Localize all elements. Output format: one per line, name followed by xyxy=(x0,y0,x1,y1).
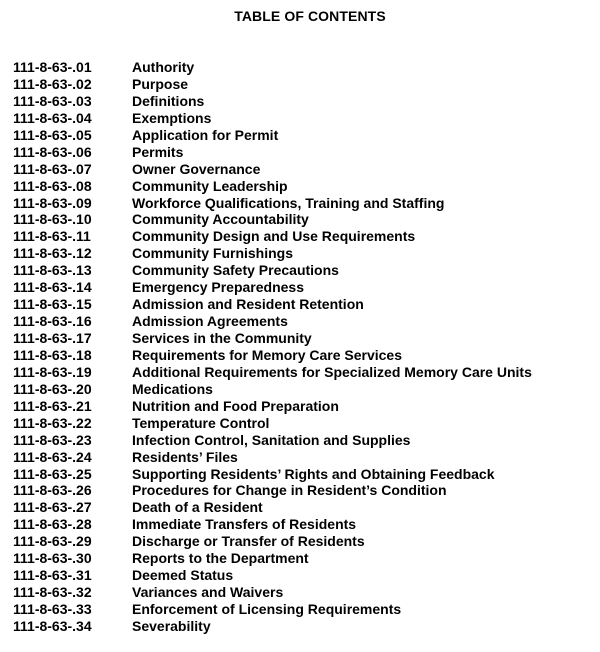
section-heading: Authority xyxy=(132,59,195,75)
section-heading: Additional Requirements for Specialized Memory Care Units xyxy=(132,363,532,380)
section-number: 111-8-63-.29 xyxy=(13,533,92,550)
toc-entry xyxy=(13,347,532,364)
section-number: 111-8-63-.18 xyxy=(13,346,92,363)
toc-entry xyxy=(13,415,532,432)
toc-entry xyxy=(13,161,532,178)
section-number: 111-8-63-.27 xyxy=(13,499,92,516)
section-heading: Admission Agreements xyxy=(132,313,288,330)
section-heading: Services in the Community xyxy=(132,330,312,346)
toc-entry xyxy=(13,584,532,601)
section-number: 111-8-63-.08 xyxy=(13,177,92,194)
toc-entry xyxy=(13,178,532,195)
section-heading: Discharge or Transfer of Residents xyxy=(132,533,365,550)
toc-entry xyxy=(13,482,532,499)
toc-entry xyxy=(13,93,532,110)
toc-entry xyxy=(13,601,532,618)
section-heading: Community Design and Use Requirements xyxy=(132,228,416,245)
section-heading: Application for Permit xyxy=(132,126,279,143)
section-heading: Medications xyxy=(132,380,213,397)
toc-entry xyxy=(13,245,532,262)
section-number: 111-8-63-.33 xyxy=(13,601,92,617)
section-number: 111-8-63-.34 xyxy=(13,617,92,634)
section-number: 111-8-63-.07 xyxy=(13,160,92,177)
page-title: TABLE OF CONTENTS xyxy=(234,8,386,24)
section-number: 111-8-63-.19 xyxy=(13,363,92,380)
section-heading: Community Furnishings xyxy=(132,245,293,262)
section-heading: Nutrition and Food Preparation xyxy=(132,397,339,414)
section-number: 111-8-63-.11 xyxy=(13,228,91,245)
toc-entry xyxy=(13,296,532,313)
section-number: 111-8-63-.10 xyxy=(13,211,92,228)
section-heading: Community Safety Precautions xyxy=(132,262,339,279)
section-number: 111-8-63-.05 xyxy=(13,126,92,143)
section-number: 111-8-63-.30 xyxy=(13,550,92,567)
toc-entry xyxy=(13,364,532,381)
section-heading: Temperature Control xyxy=(132,414,270,431)
section-heading: Emergency Preparedness xyxy=(132,279,304,296)
section-number: 111-8-63-.25 xyxy=(13,465,92,482)
section-heading: Residents’ Files xyxy=(132,448,238,465)
section-heading: Community Leadership xyxy=(132,177,288,194)
section-number: 111-8-63-.26 xyxy=(13,482,92,499)
section-heading: Owner Governance xyxy=(132,160,261,177)
section-number: 111-8-63-.09 xyxy=(13,194,92,211)
section-number: 111-8-63-.14 xyxy=(13,279,92,296)
toc-entry xyxy=(13,449,532,466)
section-heading: Exemptions xyxy=(132,109,212,126)
toc-entry xyxy=(13,499,532,516)
section-heading: Immediate Transfers of Residents xyxy=(132,516,357,533)
toc-entry xyxy=(13,127,532,144)
toc-entry xyxy=(13,533,532,550)
section-number: 111-8-63-.12 xyxy=(13,245,92,262)
section-number: 111-8-63-.20 xyxy=(13,380,92,397)
toc-entry xyxy=(13,195,532,212)
section-number: 111-8-63-.15 xyxy=(13,296,92,313)
section-heading: Purpose xyxy=(132,75,189,92)
section-number: 111-8-63-.23 xyxy=(13,431,92,448)
section-heading: Supporting Residents’ Rights and Obtaining Feedback xyxy=(132,465,495,482)
section-number: 111-8-63-.13 xyxy=(13,262,92,279)
section-number: 111-8-63-.24 xyxy=(13,448,92,465)
section-heading: Infection Control, Sanitation and Supplies xyxy=(132,431,411,448)
section-number: 111-8-63-.04 xyxy=(13,109,92,126)
section-heading: Community Accountability xyxy=(132,211,309,228)
toc-entry xyxy=(13,144,532,161)
toc-entry xyxy=(13,381,532,398)
section-heading: Definitions xyxy=(132,92,205,109)
section-heading: Requirements for Memory Care Services xyxy=(132,346,402,363)
section-number: 111-8-63-.03 xyxy=(13,92,92,109)
section-number: 111-8-63-.06 xyxy=(13,143,92,160)
section-heading: Procedures for Change in Resident’s Condition xyxy=(132,482,447,499)
toc-entry xyxy=(13,228,532,245)
toc-entry xyxy=(13,110,532,127)
toc-entry xyxy=(13,618,532,635)
toc-entry xyxy=(13,567,532,584)
section-heading: Severability xyxy=(132,617,211,634)
section-number: 111-8-63-.21 xyxy=(13,397,92,414)
section-heading: Death of a Resident xyxy=(132,499,263,516)
toc-list xyxy=(13,59,532,635)
toc-entry xyxy=(13,432,532,449)
toc-entry xyxy=(13,59,532,76)
section-number: 111-8-63-.31 xyxy=(13,567,92,584)
toc-entry xyxy=(13,262,532,279)
section-heading: Enforcement of Licensing Requirements xyxy=(132,601,402,617)
section-number: 111-8-63-.28 xyxy=(13,516,92,533)
section-heading: Permits xyxy=(132,143,184,160)
section-heading: Workforce Qualifications, Training and Staffing xyxy=(132,194,445,211)
toc-entry xyxy=(13,466,532,483)
toc-entry xyxy=(13,313,532,330)
toc-entry xyxy=(13,550,532,567)
section-heading: Reports to the Department xyxy=(132,550,309,567)
toc-entry xyxy=(13,330,532,347)
toc-entry xyxy=(13,516,532,533)
section-number: 111-8-63-.22 xyxy=(13,414,92,431)
section-number: 111-8-63-.01 xyxy=(13,59,92,75)
section-heading: Variances and Waivers xyxy=(132,584,284,601)
toc-entry xyxy=(13,279,532,296)
section-number: 111-8-63-.16 xyxy=(13,313,92,330)
toc-entry xyxy=(13,398,532,415)
section-heading: Admission and Resident Retention xyxy=(132,296,364,313)
toc-entry xyxy=(13,76,532,93)
toc-entry xyxy=(13,211,532,228)
section-heading: Deemed Status xyxy=(132,567,234,584)
section-number: 111-8-63-.02 xyxy=(13,75,92,92)
section-number: 111-8-63-.17 xyxy=(13,330,92,346)
section-number: 111-8-63-.32 xyxy=(13,584,92,601)
